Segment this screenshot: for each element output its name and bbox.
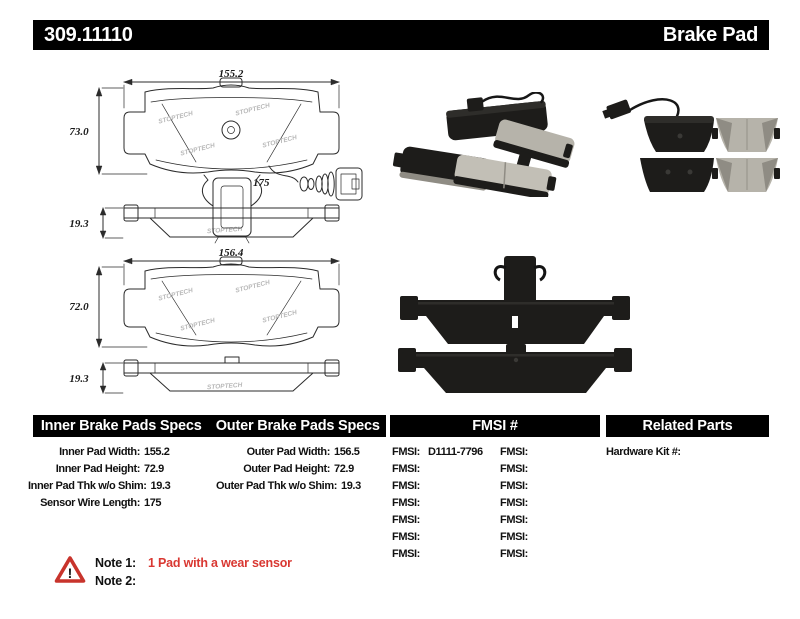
outer-specs-header: Outer Brake Pads Specs: [215, 418, 380, 434]
related-parts-header: Related Parts: [642, 418, 733, 434]
spec-label: Sensor Wire Length:: [40, 496, 140, 509]
svg-text:STOPTECH: STOPTECH: [179, 317, 216, 333]
table-row: [392, 477, 600, 494]
table-row: [606, 443, 769, 460]
spec-value: 72.9: [334, 462, 354, 475]
note-1: [95, 556, 292, 570]
svg-text:STOPTECH: STOPTECH: [206, 381, 243, 392]
note-2-label: Note 2:: [95, 574, 136, 588]
fmsi-label: FMSI:: [500, 445, 528, 458]
specs-header-bar: [33, 415, 386, 437]
fmsi-label: FMSI:: [392, 445, 420, 458]
outer-height-dimension: [69, 267, 147, 347]
note-1-text: 1 Pad with a wear sensor: [147, 556, 292, 570]
svg-text:STOPTECH: STOPTECH: [261, 309, 298, 325]
table-row: [392, 528, 600, 545]
svg-text:72.0: 72.0: [69, 301, 89, 313]
fmsi-header-bar: [390, 415, 600, 437]
inner-pad-drawing: [55, 62, 370, 247]
fmsi-label: FMSI:: [392, 530, 420, 543]
part-number: 309.11110: [44, 23, 133, 46]
outer-width-dimension: [124, 247, 339, 285]
pad-edge-photo: [388, 250, 643, 395]
table-row: [392, 511, 600, 528]
spec-value: 175: [144, 496, 162, 509]
table-row: [216, 443, 386, 460]
note-2: [95, 574, 148, 588]
table-row: [216, 460, 386, 477]
inner-specs-header: Inner Brake Pads Specs: [40, 418, 202, 434]
table-row: [392, 494, 600, 511]
table-row: [392, 460, 600, 477]
svg-text:STOPTECH: STOPTECH: [234, 279, 271, 295]
fmsi-label: FMSI:: [500, 479, 528, 492]
pad-front-bottom-photo: [712, 158, 780, 192]
outer-pad-front-view: [124, 257, 339, 346]
fmsi-value: D1111-7796: [428, 445, 483, 458]
note-1-label: Note 1:: [95, 556, 136, 570]
svg-text:19.3: 19.3: [69, 218, 89, 230]
inner-height-dimension: [69, 88, 147, 174]
svg-text:175: 175: [253, 177, 270, 189]
pad-set-photo-angled: [385, 92, 575, 197]
spec-label: Outer Pad Thk w/o Shim:: [216, 479, 337, 492]
spec-value: 19.3: [150, 479, 171, 492]
svg-text:155.2: 155.2: [218, 68, 244, 80]
svg-text:STOPTECH: STOPTECH: [157, 110, 194, 126]
svg-text:73.0: 73.0: [69, 126, 89, 138]
edge-photo-bottom-pad: [398, 344, 632, 393]
inner-specs-table: [28, 443, 196, 511]
table-row: [28, 443, 196, 460]
svg-text:STOPTECH: STOPTECH: [206, 225, 243, 236]
svg-text:19.3: 19.3: [69, 373, 89, 385]
outer-thickness-dimension: [69, 363, 123, 393]
fmsi-label: FMSI:: [392, 496, 420, 509]
page-title: Brake Pad: [662, 23, 758, 46]
svg-text:STOPTECH: STOPTECH: [261, 134, 298, 150]
related-parts-header-bar: [606, 415, 769, 437]
outer-pad-drawing: [55, 245, 370, 400]
table-row: [216, 477, 386, 494]
svg-text:!: !: [67, 565, 73, 581]
spec-value: 156.5: [334, 445, 360, 458]
fmsi-header: FMSI #: [472, 418, 518, 434]
inner-thickness-dimension: [69, 208, 123, 238]
pad-back-bottom-photo: [640, 158, 714, 192]
table-row: [392, 443, 600, 460]
inner-sensor-wire: [253, 166, 362, 200]
spec-label: Inner Pad Width:: [59, 445, 140, 458]
pad-back-top-photo: [644, 116, 714, 152]
outer-pad-edge-view: [124, 357, 339, 391]
fmsi-label: FMSI:: [392, 462, 420, 475]
fmsi-label: FMSI:: [392, 479, 420, 492]
spec-label: Outer Pad Width:: [246, 445, 330, 458]
fmsi-label: FMSI:: [500, 496, 528, 509]
table-row: [28, 494, 196, 511]
svg-text:STOPTECH: STOPTECH: [234, 102, 271, 118]
pad-set-photo-flat: [602, 88, 780, 200]
related-parts-table: [606, 443, 769, 460]
related-part-label: Hardware Kit #:: [606, 445, 681, 458]
fmsi-table: [392, 443, 600, 562]
inner-width-dimension: [124, 68, 339, 108]
inner-pad-front-view: [124, 78, 339, 173]
spec-value: 72.9: [144, 462, 164, 475]
svg-text:156.4: 156.4: [218, 247, 244, 259]
fmsi-label: FMSI:: [392, 547, 420, 560]
outer-specs-table: [216, 443, 386, 494]
table-row: [28, 460, 196, 477]
fmsi-label: FMSI:: [500, 462, 528, 475]
warning-icon: [54, 555, 86, 585]
inner-pad-edge-view: [124, 205, 339, 237]
spec-label: Inner Pad Thk w/o Shim:: [28, 479, 147, 492]
svg-text:STOPTECH: STOPTECH: [157, 287, 194, 303]
spec-label: Outer Pad Height:: [243, 462, 330, 475]
table-row: [28, 477, 196, 494]
table-row: [392, 545, 600, 562]
fmsi-label: FMSI:: [500, 547, 528, 560]
spec-label: Inner Pad Height:: [55, 462, 140, 475]
page-header: [33, 20, 769, 50]
fmsi-label: FMSI:: [500, 530, 528, 543]
sensor-connector-photo: [602, 99, 631, 121]
spec-value: 155.2: [144, 445, 170, 458]
svg-text:STOPTECH: STOPTECH: [179, 142, 216, 158]
fmsi-label: FMSI:: [392, 513, 420, 526]
edge-photo-top-pad: [400, 256, 630, 344]
fmsi-label: FMSI:: [500, 513, 528, 526]
spec-value: 19.3: [340, 479, 361, 492]
pad-front-top-photo: [712, 118, 780, 152]
